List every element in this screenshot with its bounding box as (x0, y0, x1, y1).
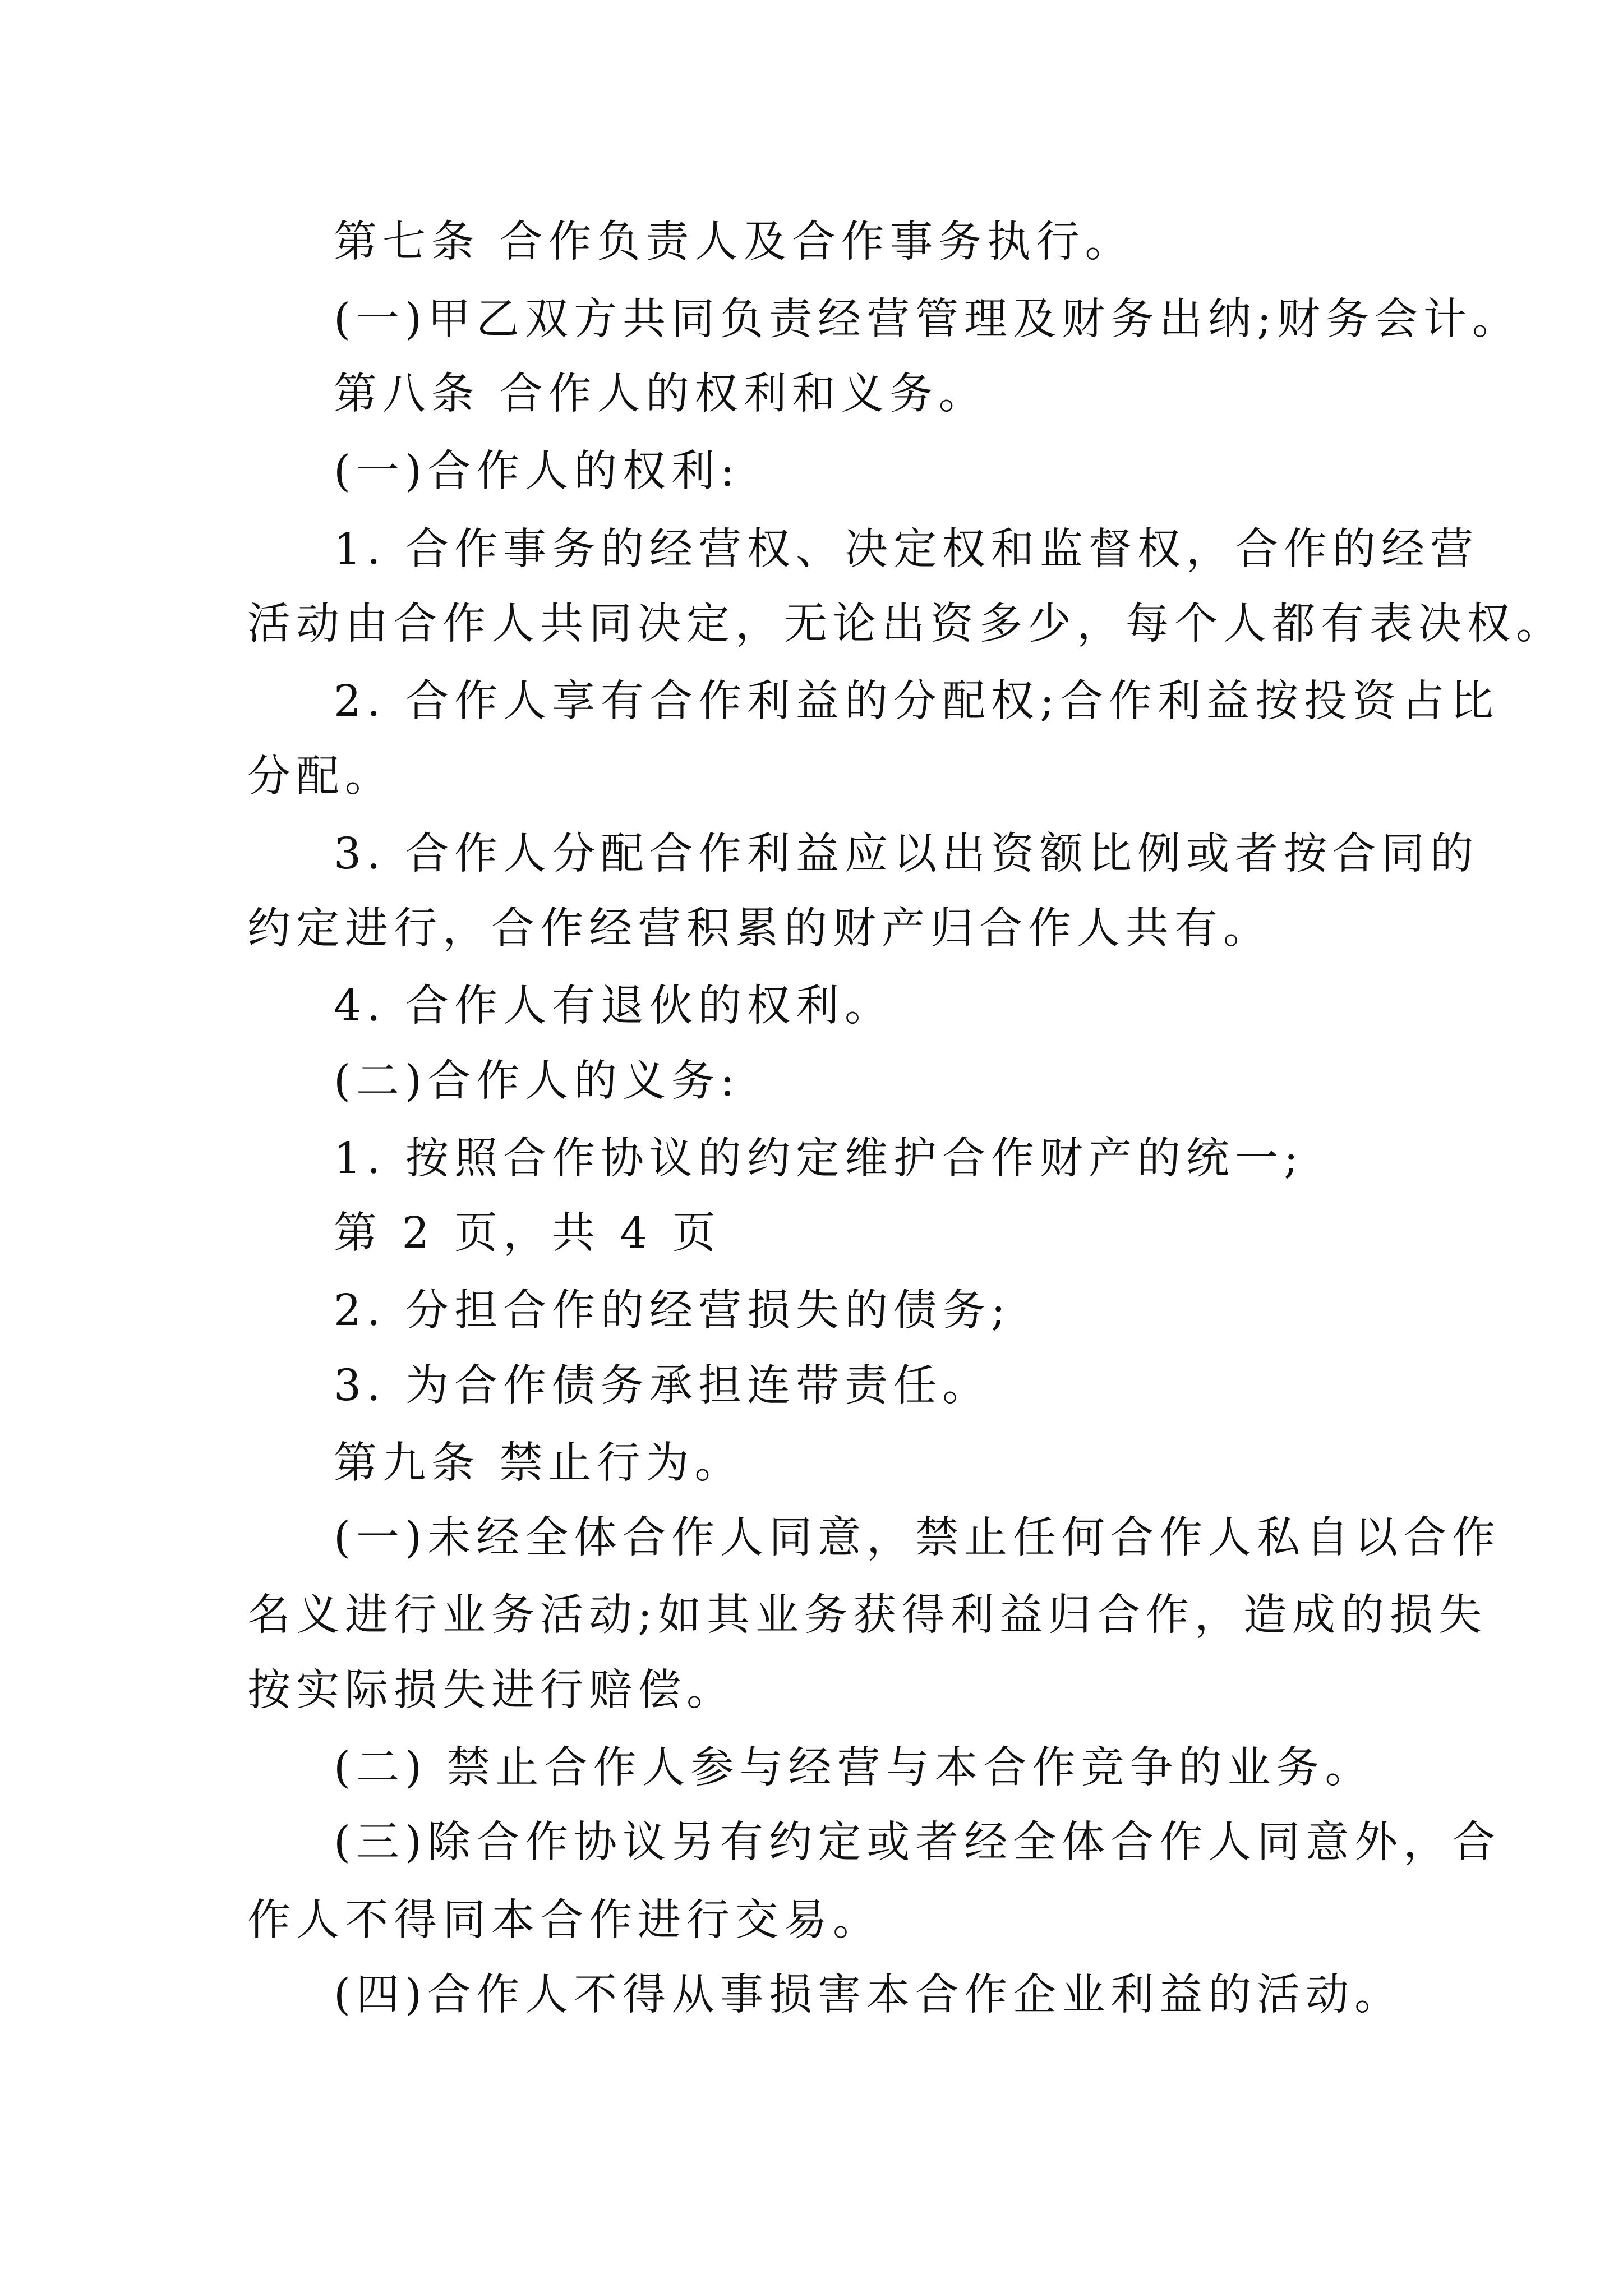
rights-item-1-line-2: 活动由合作人共同决定，无论出资多少，每个人都有表决权。 (247, 599, 1565, 649)
prohibition-3-line-1: (三)除合作协议另有约定或者经全体合作人同意外，合 (334, 1818, 1501, 1867)
rights-subheading: (一)合作人的权利: (334, 447, 741, 496)
page-number: 第 2 页，共 4 页 (334, 1208, 721, 1258)
rights-item-2-line-2: 分配。 (247, 752, 394, 802)
prohibition-1-line-2: 名义进行业务活动;如其业务获得利益归合作，造成的损失 (247, 1590, 1487, 1640)
prohibition-2: (二) 禁止合作人参与经营与本合作竞争的业务。 (334, 1743, 1374, 1793)
rights-item-4: 4. 合作人有退伙的权利。 (334, 981, 893, 1031)
obligations-item-3: 3. 为合作债务承担连带责任。 (334, 1361, 991, 1411)
prohibition-3-line-2: 作人不得同本合作进行交易。 (247, 1895, 882, 1945)
obligations-item-2: 2. 分担合作的经营损失的债务; (334, 1286, 1011, 1336)
obligations-subheading: (二)合作人的义务: (334, 1056, 741, 1106)
article-7-clause-1: (一)甲乙双方共同负责经营管理及财务出纳;财务会计。 (334, 295, 1521, 344)
rights-item-1-line-1: 1. 合作事务的经营权、决定权和监督权，合作的经营 (334, 524, 1479, 574)
prohibition-1-line-1: (一)未经全体合作人同意，禁止任何合作人私自以合作 (334, 1513, 1501, 1563)
prohibition-1-line-3: 按实际损失进行赔偿。 (247, 1665, 735, 1715)
obligations-item-1: 1. 按照合作协议的约定维护合作财产的统一; (334, 1134, 1304, 1184)
article-9-heading: 第九条 禁止行为。 (334, 1438, 744, 1488)
rights-item-2-line-1: 2. 合作人享有合作利益的分配权;合作利益按投资占比 (334, 677, 1499, 726)
prohibition-4: (四)合作人不得从事损害本合作企业利益的活动。 (334, 1970, 1404, 2020)
article-7-heading: 第七条 合作负责人及合作事务执行。 (334, 217, 1134, 267)
rights-item-3-line-2: 约定进行，合作经营积累的财产归合作人共有。 (247, 904, 1272, 954)
rights-item-3-line-1: 3. 合作人分配合作利益应以出资额比例或者按合同的 (334, 829, 1479, 879)
article-8-heading: 第八条 合作人的权利和义务。 (334, 369, 988, 419)
